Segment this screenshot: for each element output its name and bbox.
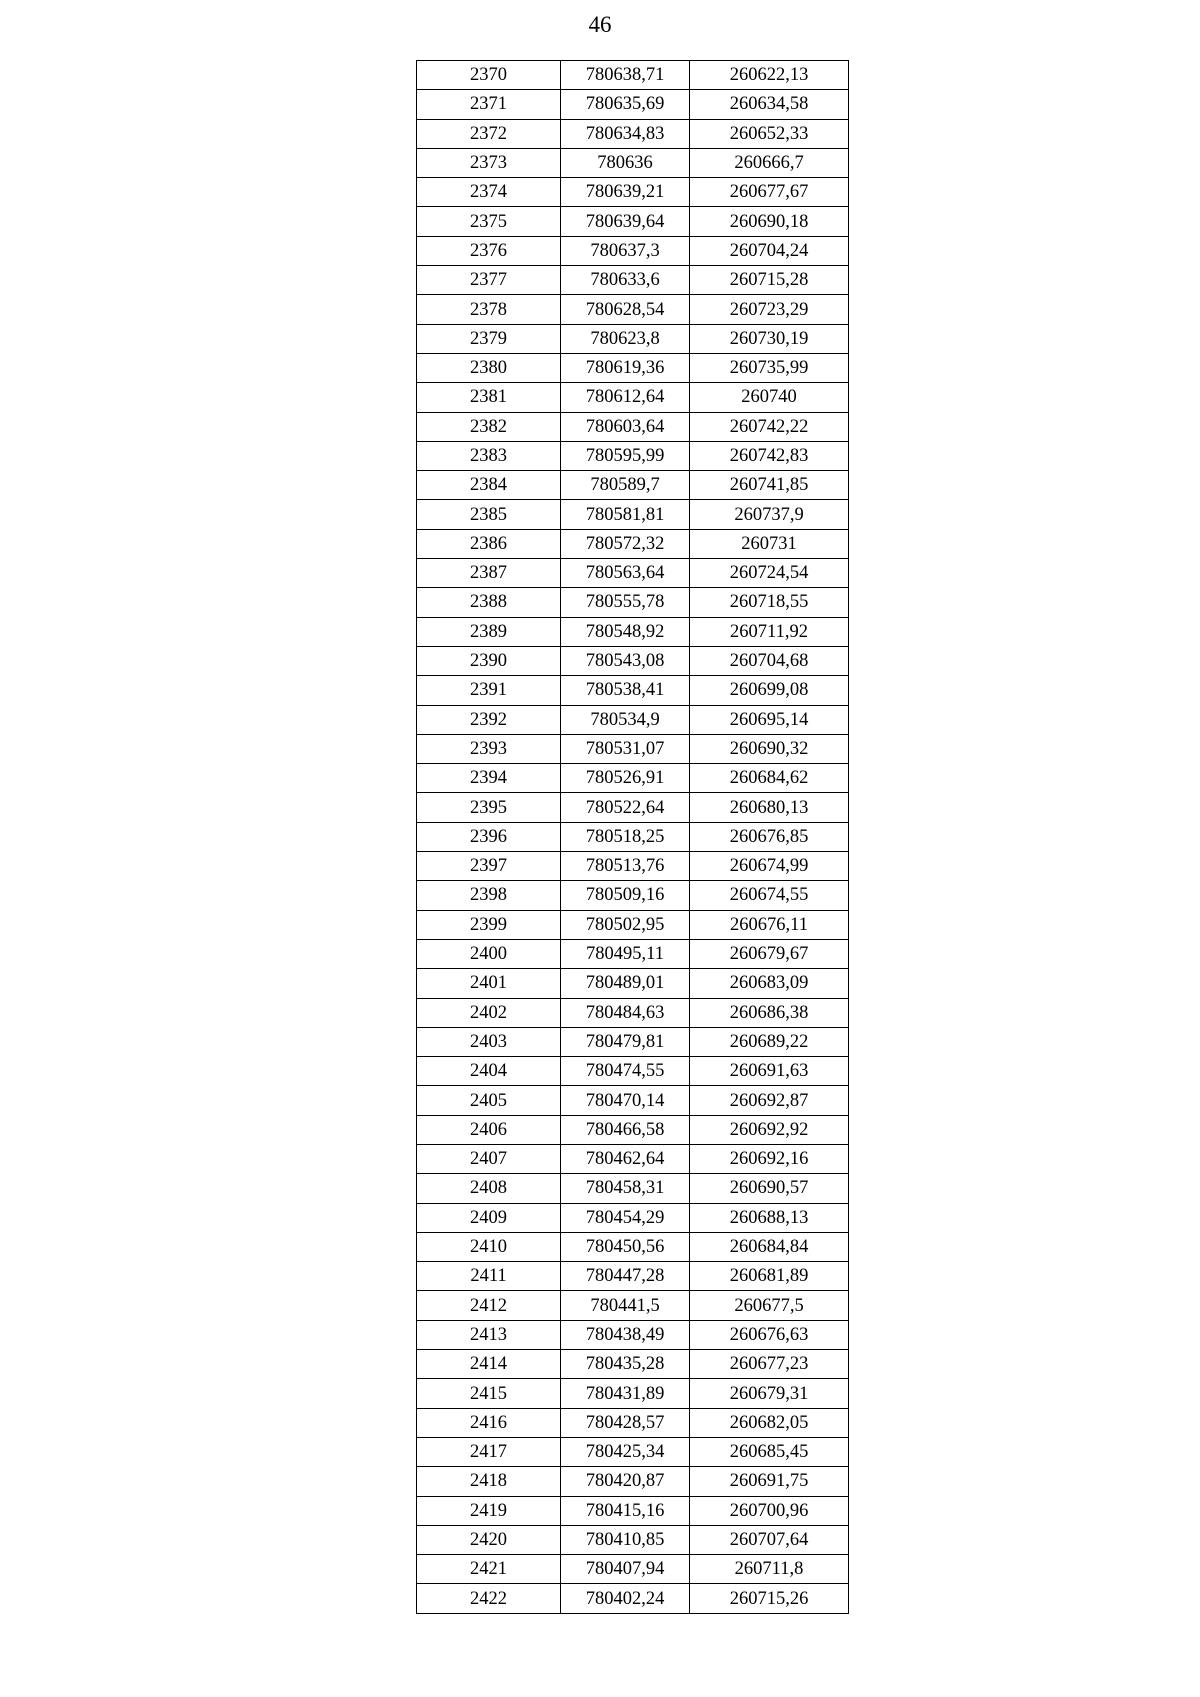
table-row — [417, 1262, 849, 1291]
point-number-cell: 2396 — [417, 822, 561, 851]
x-coordinate-cell: 780410,85 — [561, 1525, 690, 1554]
point-number-cell: 2407 — [417, 1144, 561, 1173]
y-coordinate-cell: 260677,67 — [690, 178, 849, 207]
table-row — [417, 646, 849, 675]
point-number-cell: 2382 — [417, 412, 561, 441]
point-number-cell: 2370 — [417, 61, 561, 90]
y-coordinate-cell: 260707,64 — [690, 1525, 849, 1554]
table-row — [417, 500, 849, 529]
y-coordinate-cell: 260692,87 — [690, 1086, 849, 1115]
x-coordinate-cell: 780555,78 — [561, 588, 690, 617]
y-coordinate-cell: 260666,7 — [690, 148, 849, 177]
x-coordinate-cell: 780543,08 — [561, 646, 690, 675]
x-coordinate-cell: 780623,8 — [561, 324, 690, 353]
y-coordinate-cell: 260686,38 — [690, 998, 849, 1027]
y-coordinate-cell: 260699,08 — [690, 676, 849, 705]
x-coordinate-cell: 780462,64 — [561, 1144, 690, 1173]
point-number-cell: 2391 — [417, 676, 561, 705]
x-coordinate-cell: 780513,76 — [561, 852, 690, 881]
table-row — [417, 353, 849, 382]
table-row — [417, 705, 849, 734]
table-row — [417, 441, 849, 470]
table-row — [417, 119, 849, 148]
y-coordinate-cell: 260681,89 — [690, 1262, 849, 1291]
x-coordinate-cell: 780639,21 — [561, 178, 690, 207]
x-coordinate-cell: 780522,64 — [561, 793, 690, 822]
table-row — [417, 266, 849, 295]
x-coordinate-cell: 780526,91 — [561, 764, 690, 793]
y-coordinate-cell: 260689,22 — [690, 1027, 849, 1056]
y-coordinate-cell: 260735,99 — [690, 353, 849, 382]
y-coordinate-cell: 260690,18 — [690, 207, 849, 236]
point-number-cell: 2385 — [417, 500, 561, 529]
y-coordinate-cell: 260715,26 — [690, 1584, 849, 1613]
point-number-cell: 2422 — [417, 1584, 561, 1613]
y-coordinate-cell: 260731 — [690, 529, 849, 558]
point-number-cell: 2392 — [417, 705, 561, 734]
y-coordinate-cell: 260704,68 — [690, 646, 849, 675]
point-number-cell: 2400 — [417, 939, 561, 968]
x-coordinate-cell: 780484,63 — [561, 998, 690, 1027]
x-coordinate-cell: 780603,64 — [561, 412, 690, 441]
y-coordinate-cell: 260684,62 — [690, 764, 849, 793]
table-row — [417, 939, 849, 968]
table-row — [417, 529, 849, 558]
y-coordinate-cell: 260711,8 — [690, 1555, 849, 1584]
y-coordinate-cell: 260737,9 — [690, 500, 849, 529]
point-number-cell: 2412 — [417, 1291, 561, 1320]
y-coordinate-cell: 260652,33 — [690, 119, 849, 148]
table-row — [417, 1086, 849, 1115]
point-number-cell: 2402 — [417, 998, 561, 1027]
x-coordinate-cell: 780415,16 — [561, 1496, 690, 1525]
y-coordinate-cell: 260634,58 — [690, 90, 849, 119]
table-row — [417, 676, 849, 705]
point-number-cell: 2420 — [417, 1525, 561, 1554]
x-coordinate-cell: 780589,7 — [561, 471, 690, 500]
point-number-cell: 2395 — [417, 793, 561, 822]
y-coordinate-cell: 260711,92 — [690, 617, 849, 646]
point-number-cell: 2418 — [417, 1467, 561, 1496]
point-number-cell: 2415 — [417, 1379, 561, 1408]
y-coordinate-cell: 260684,84 — [690, 1232, 849, 1261]
x-coordinate-cell: 780435,28 — [561, 1350, 690, 1379]
y-coordinate-cell: 260622,13 — [690, 61, 849, 90]
point-number-cell: 2389 — [417, 617, 561, 646]
y-coordinate-cell: 260677,23 — [690, 1350, 849, 1379]
x-coordinate-cell: 780595,99 — [561, 441, 690, 470]
y-coordinate-cell: 260742,22 — [690, 412, 849, 441]
point-number-cell: 2411 — [417, 1262, 561, 1291]
coordinates-table — [416, 60, 849, 1614]
x-coordinate-cell: 780518,25 — [561, 822, 690, 851]
y-coordinate-cell: 260723,29 — [690, 295, 849, 324]
point-number-cell: 2403 — [417, 1027, 561, 1056]
y-coordinate-cell: 260715,28 — [690, 266, 849, 295]
point-number-cell: 2419 — [417, 1496, 561, 1525]
x-coordinate-cell: 780420,87 — [561, 1467, 690, 1496]
table-row — [417, 1232, 849, 1261]
x-coordinate-cell: 780612,64 — [561, 383, 690, 412]
point-number-cell: 2393 — [417, 734, 561, 763]
point-number-cell: 2406 — [417, 1115, 561, 1144]
x-coordinate-cell: 780431,89 — [561, 1379, 690, 1408]
y-coordinate-cell: 260683,09 — [690, 969, 849, 998]
x-coordinate-cell: 780502,95 — [561, 910, 690, 939]
table-row — [417, 295, 849, 324]
point-number-cell: 2371 — [417, 90, 561, 119]
y-coordinate-cell: 260674,99 — [690, 852, 849, 881]
y-coordinate-cell: 260700,96 — [690, 1496, 849, 1525]
point-number-cell: 2421 — [417, 1555, 561, 1584]
point-number-cell: 2376 — [417, 236, 561, 265]
y-coordinate-cell: 260730,19 — [690, 324, 849, 353]
x-coordinate-cell: 780458,31 — [561, 1174, 690, 1203]
table-row — [417, 1144, 849, 1173]
y-coordinate-cell: 260690,57 — [690, 1174, 849, 1203]
table-row — [417, 207, 849, 236]
x-coordinate-cell: 780563,64 — [561, 559, 690, 588]
point-number-cell: 2414 — [417, 1350, 561, 1379]
table-row — [417, 1115, 849, 1144]
y-coordinate-cell: 260718,55 — [690, 588, 849, 617]
point-number-cell: 2379 — [417, 324, 561, 353]
y-coordinate-cell: 260690,32 — [690, 734, 849, 763]
table-row — [417, 148, 849, 177]
x-coordinate-cell: 780619,36 — [561, 353, 690, 382]
x-coordinate-cell: 780634,83 — [561, 119, 690, 148]
point-number-cell: 2397 — [417, 852, 561, 881]
y-coordinate-cell: 260677,5 — [690, 1291, 849, 1320]
x-coordinate-cell: 780628,54 — [561, 295, 690, 324]
table-row — [417, 1174, 849, 1203]
y-coordinate-cell: 260740 — [690, 383, 849, 412]
table-row — [417, 1057, 849, 1086]
table-row — [417, 559, 849, 588]
x-coordinate-cell: 780428,57 — [561, 1408, 690, 1437]
point-number-cell: 2404 — [417, 1057, 561, 1086]
point-number-cell: 2384 — [417, 471, 561, 500]
table-row — [417, 734, 849, 763]
y-coordinate-cell: 260676,85 — [690, 822, 849, 851]
point-number-cell: 2387 — [417, 559, 561, 588]
y-coordinate-cell: 260691,63 — [690, 1057, 849, 1086]
x-coordinate-cell: 780470,14 — [561, 1086, 690, 1115]
x-coordinate-cell: 780495,11 — [561, 939, 690, 968]
x-coordinate-cell: 780548,92 — [561, 617, 690, 646]
table-row — [417, 969, 849, 998]
y-coordinate-cell: 260691,75 — [690, 1467, 849, 1496]
y-coordinate-cell: 260742,83 — [690, 441, 849, 470]
x-coordinate-cell: 780531,07 — [561, 734, 690, 763]
table-row — [417, 1379, 849, 1408]
point-number-cell: 2375 — [417, 207, 561, 236]
x-coordinate-cell: 780438,49 — [561, 1320, 690, 1349]
table-body — [417, 61, 849, 1614]
y-coordinate-cell: 260679,31 — [690, 1379, 849, 1408]
table-row — [417, 1408, 849, 1437]
table-row — [417, 1496, 849, 1525]
point-number-cell: 2380 — [417, 353, 561, 382]
y-coordinate-cell: 260741,85 — [690, 471, 849, 500]
y-coordinate-cell: 260680,13 — [690, 793, 849, 822]
point-number-cell: 2386 — [417, 529, 561, 558]
point-number-cell: 2416 — [417, 1408, 561, 1437]
x-coordinate-cell: 780635,69 — [561, 90, 690, 119]
table-row — [417, 1291, 849, 1320]
x-coordinate-cell: 780638,71 — [561, 61, 690, 90]
point-number-cell: 2417 — [417, 1437, 561, 1466]
point-number-cell: 2381 — [417, 383, 561, 412]
x-coordinate-cell: 780581,81 — [561, 500, 690, 529]
point-number-cell: 2413 — [417, 1320, 561, 1349]
x-coordinate-cell: 780450,56 — [561, 1232, 690, 1261]
point-number-cell: 2378 — [417, 295, 561, 324]
point-number-cell: 2398 — [417, 881, 561, 910]
table-row — [417, 471, 849, 500]
x-coordinate-cell: 780534,9 — [561, 705, 690, 734]
x-coordinate-cell: 780509,16 — [561, 881, 690, 910]
x-coordinate-cell: 780454,29 — [561, 1203, 690, 1232]
table-row — [417, 822, 849, 851]
point-number-cell: 2410 — [417, 1232, 561, 1261]
table-row — [417, 61, 849, 90]
y-coordinate-cell: 260704,24 — [690, 236, 849, 265]
x-coordinate-cell: 780489,01 — [561, 969, 690, 998]
point-number-cell: 2394 — [417, 764, 561, 793]
point-number-cell: 2405 — [417, 1086, 561, 1115]
table-row — [417, 383, 849, 412]
point-number-cell: 2390 — [417, 646, 561, 675]
table-row — [417, 881, 849, 910]
table-row — [417, 1027, 849, 1056]
x-coordinate-cell: 780572,32 — [561, 529, 690, 558]
table-row — [417, 1525, 849, 1554]
y-coordinate-cell: 260724,54 — [690, 559, 849, 588]
table-row — [417, 617, 849, 646]
y-coordinate-cell: 260674,55 — [690, 881, 849, 910]
x-coordinate-cell: 780636 — [561, 148, 690, 177]
point-number-cell: 2377 — [417, 266, 561, 295]
point-number-cell: 2372 — [417, 119, 561, 148]
y-coordinate-cell: 260695,14 — [690, 705, 849, 734]
table-row — [417, 90, 849, 119]
point-number-cell: 2373 — [417, 148, 561, 177]
y-coordinate-cell: 260692,92 — [690, 1115, 849, 1144]
table-row — [417, 793, 849, 822]
table-row — [417, 178, 849, 207]
x-coordinate-cell: 780538,41 — [561, 676, 690, 705]
table-row — [417, 1584, 849, 1613]
y-coordinate-cell: 260685,45 — [690, 1437, 849, 1466]
point-number-cell: 2383 — [417, 441, 561, 470]
table-row — [417, 852, 849, 881]
table-row — [417, 412, 849, 441]
x-coordinate-cell: 780637,3 — [561, 236, 690, 265]
x-coordinate-cell: 780466,58 — [561, 1115, 690, 1144]
x-coordinate-cell: 780633,6 — [561, 266, 690, 295]
y-coordinate-cell: 260676,11 — [690, 910, 849, 939]
x-coordinate-cell: 780639,64 — [561, 207, 690, 236]
point-number-cell: 2408 — [417, 1174, 561, 1203]
table-row — [417, 588, 849, 617]
table-row — [417, 764, 849, 793]
table-row — [417, 324, 849, 353]
x-coordinate-cell: 780407,94 — [561, 1555, 690, 1584]
y-coordinate-cell: 260676,63 — [690, 1320, 849, 1349]
y-coordinate-cell: 260692,16 — [690, 1144, 849, 1173]
table-row — [417, 1555, 849, 1584]
point-number-cell: 2388 — [417, 588, 561, 617]
table-row — [417, 236, 849, 265]
table-row — [417, 910, 849, 939]
point-number-cell: 2399 — [417, 910, 561, 939]
y-coordinate-cell: 260682,05 — [690, 1408, 849, 1437]
table-row — [417, 998, 849, 1027]
x-coordinate-cell: 780479,81 — [561, 1027, 690, 1056]
x-coordinate-cell: 780447,28 — [561, 1262, 690, 1291]
x-coordinate-cell: 780425,34 — [561, 1437, 690, 1466]
y-coordinate-cell: 260688,13 — [690, 1203, 849, 1232]
x-coordinate-cell: 780402,24 — [561, 1584, 690, 1613]
page-number: 46 — [588, 12, 612, 37]
table-row — [417, 1350, 849, 1379]
table-row — [417, 1437, 849, 1466]
table-row — [417, 1203, 849, 1232]
point-number-cell: 2409 — [417, 1203, 561, 1232]
point-number-cell: 2374 — [417, 178, 561, 207]
table-row — [417, 1320, 849, 1349]
x-coordinate-cell: 780474,55 — [561, 1057, 690, 1086]
table-row — [417, 1467, 849, 1496]
y-coordinate-cell: 260679,67 — [690, 939, 849, 968]
x-coordinate-cell: 780441,5 — [561, 1291, 690, 1320]
point-number-cell: 2401 — [417, 969, 561, 998]
